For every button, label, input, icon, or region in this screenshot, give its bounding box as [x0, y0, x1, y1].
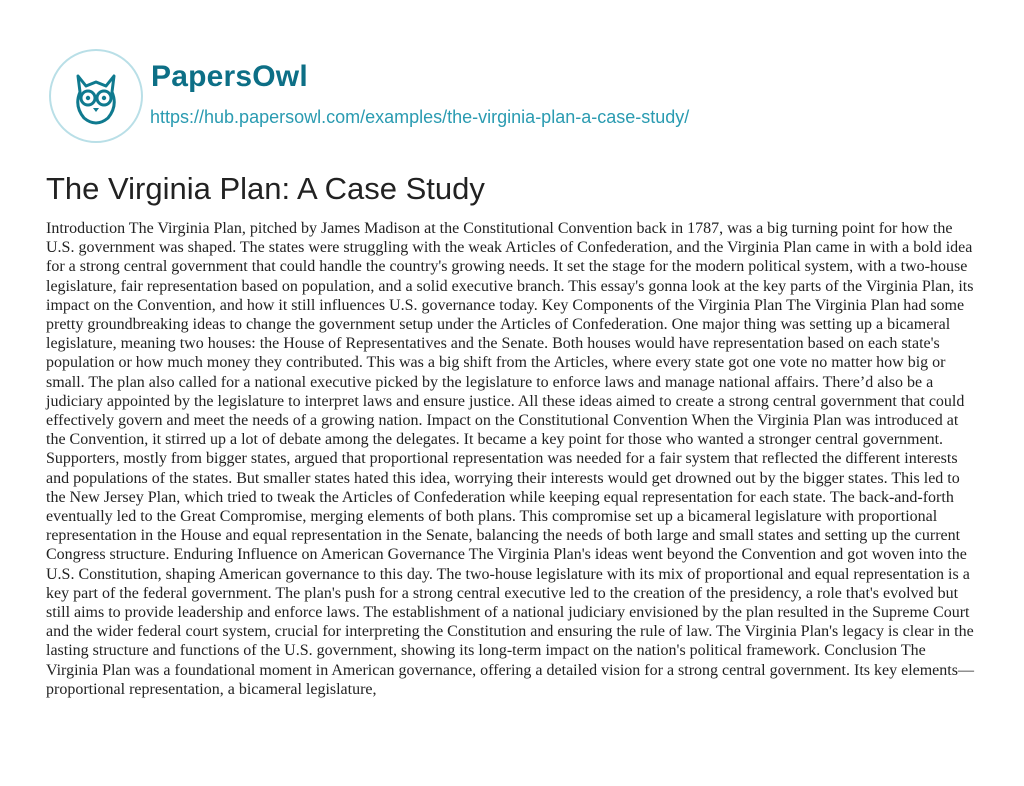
brand-name[interactable]: PapersOwl — [151, 60, 308, 93]
owl-logo-icon — [48, 48, 144, 144]
page-title: The Virginia Plan: A Case Study — [46, 171, 485, 206]
source-url[interactable]: https://hub.papersowl.com/examples/the-virginia-plan-a-case-study/ — [150, 107, 690, 127]
site-header — [48, 48, 978, 148]
essay-body: Introduction The Virginia Plan, pitched by James Madison at the Constitutional Convention back in 1787, was a big turning point for how the U.S. government was shaped. The states were struggling with the weak Articles of Confederation, and the Virginia Plan came in with a bold idea for a strong central government that could handle the country's growing needs. It set the stage for the modern political system, with a two-house legislature, fair representation based on population, and a solid executive branch. This essay's gonna look at the key parts of the Virginia Plan, its impact on the Convention, and how it still influences U.S. governance today. Key Components of the Virginia Plan The Virginia Plan had some pretty groundbreaking ideas to change the government setup under the Articles of Confederation. One major thing was setting up a bicameral legislature, meaning two houses: the House of Representatives and the Senate. Both houses would have representation based on each state's population or how much money they contributed. This was a big shift from the Articles, where every state got one vote no matter how big or small. The plan also called for a national executive picked by the legislature to enforce laws and manage national affairs. There’d also be a judiciary appointed by the legislature to interpret laws and ensure justice. All these ideas aimed to create a strong central government that could effectively govern and meet the needs of a growing nation. Impact on the Constitutional Convention When the Virginia Plan was introduced at the Convention, it stirred up a lot of debate among the delegates. It became a key point for those who wanted a stronger central government. Supporters, mostly from bigger states, argued that proportional representation was needed for a fair system that reflected the different interests and populations of the states. But smaller states hated this idea, worrying their interests would get drowned out by the bigger states. This led to the New Jersey Plan, which tried to tweak the Articles of Confederation while keeping equal representation for each state. The back-and-forth eventually led to the Great Compromise, merging elements of both plans. This compromise set up a bicameral legislature with proportional representation in the House and equal representation in the Senate, balancing the needs of both large and small states and setting up the current Congress structure. Enduring Influence on American Governance The Virginia Plan's ideas went beyond the Convention and got woven into the U.S. Constitution, shaping American governance to this day. The two-house legislature with its mix of proportional and equal representation is a key part of the federal government. The plan's push for a strong central executive led to the creation of the presidency, a role that's evolved but still aims to provide leadership and enforce laws. The establishment of a national judiciary envisioned by the plan resulted in the Supreme Court and the wider federal court system, crucial for interpreting the Constitution and ensuring the rule of law. The Virginia Plan's legacy is clear in the lasting structure and functions of the U.S. government, showing its long-term impact on the nation's political framework. Conclusion The Virginia Plan was a foundational moment in American governance, offering a detailed vision for a strong central government. Its key elements—proportional representation, a bicameral legislature, — [46, 220, 974, 698]
